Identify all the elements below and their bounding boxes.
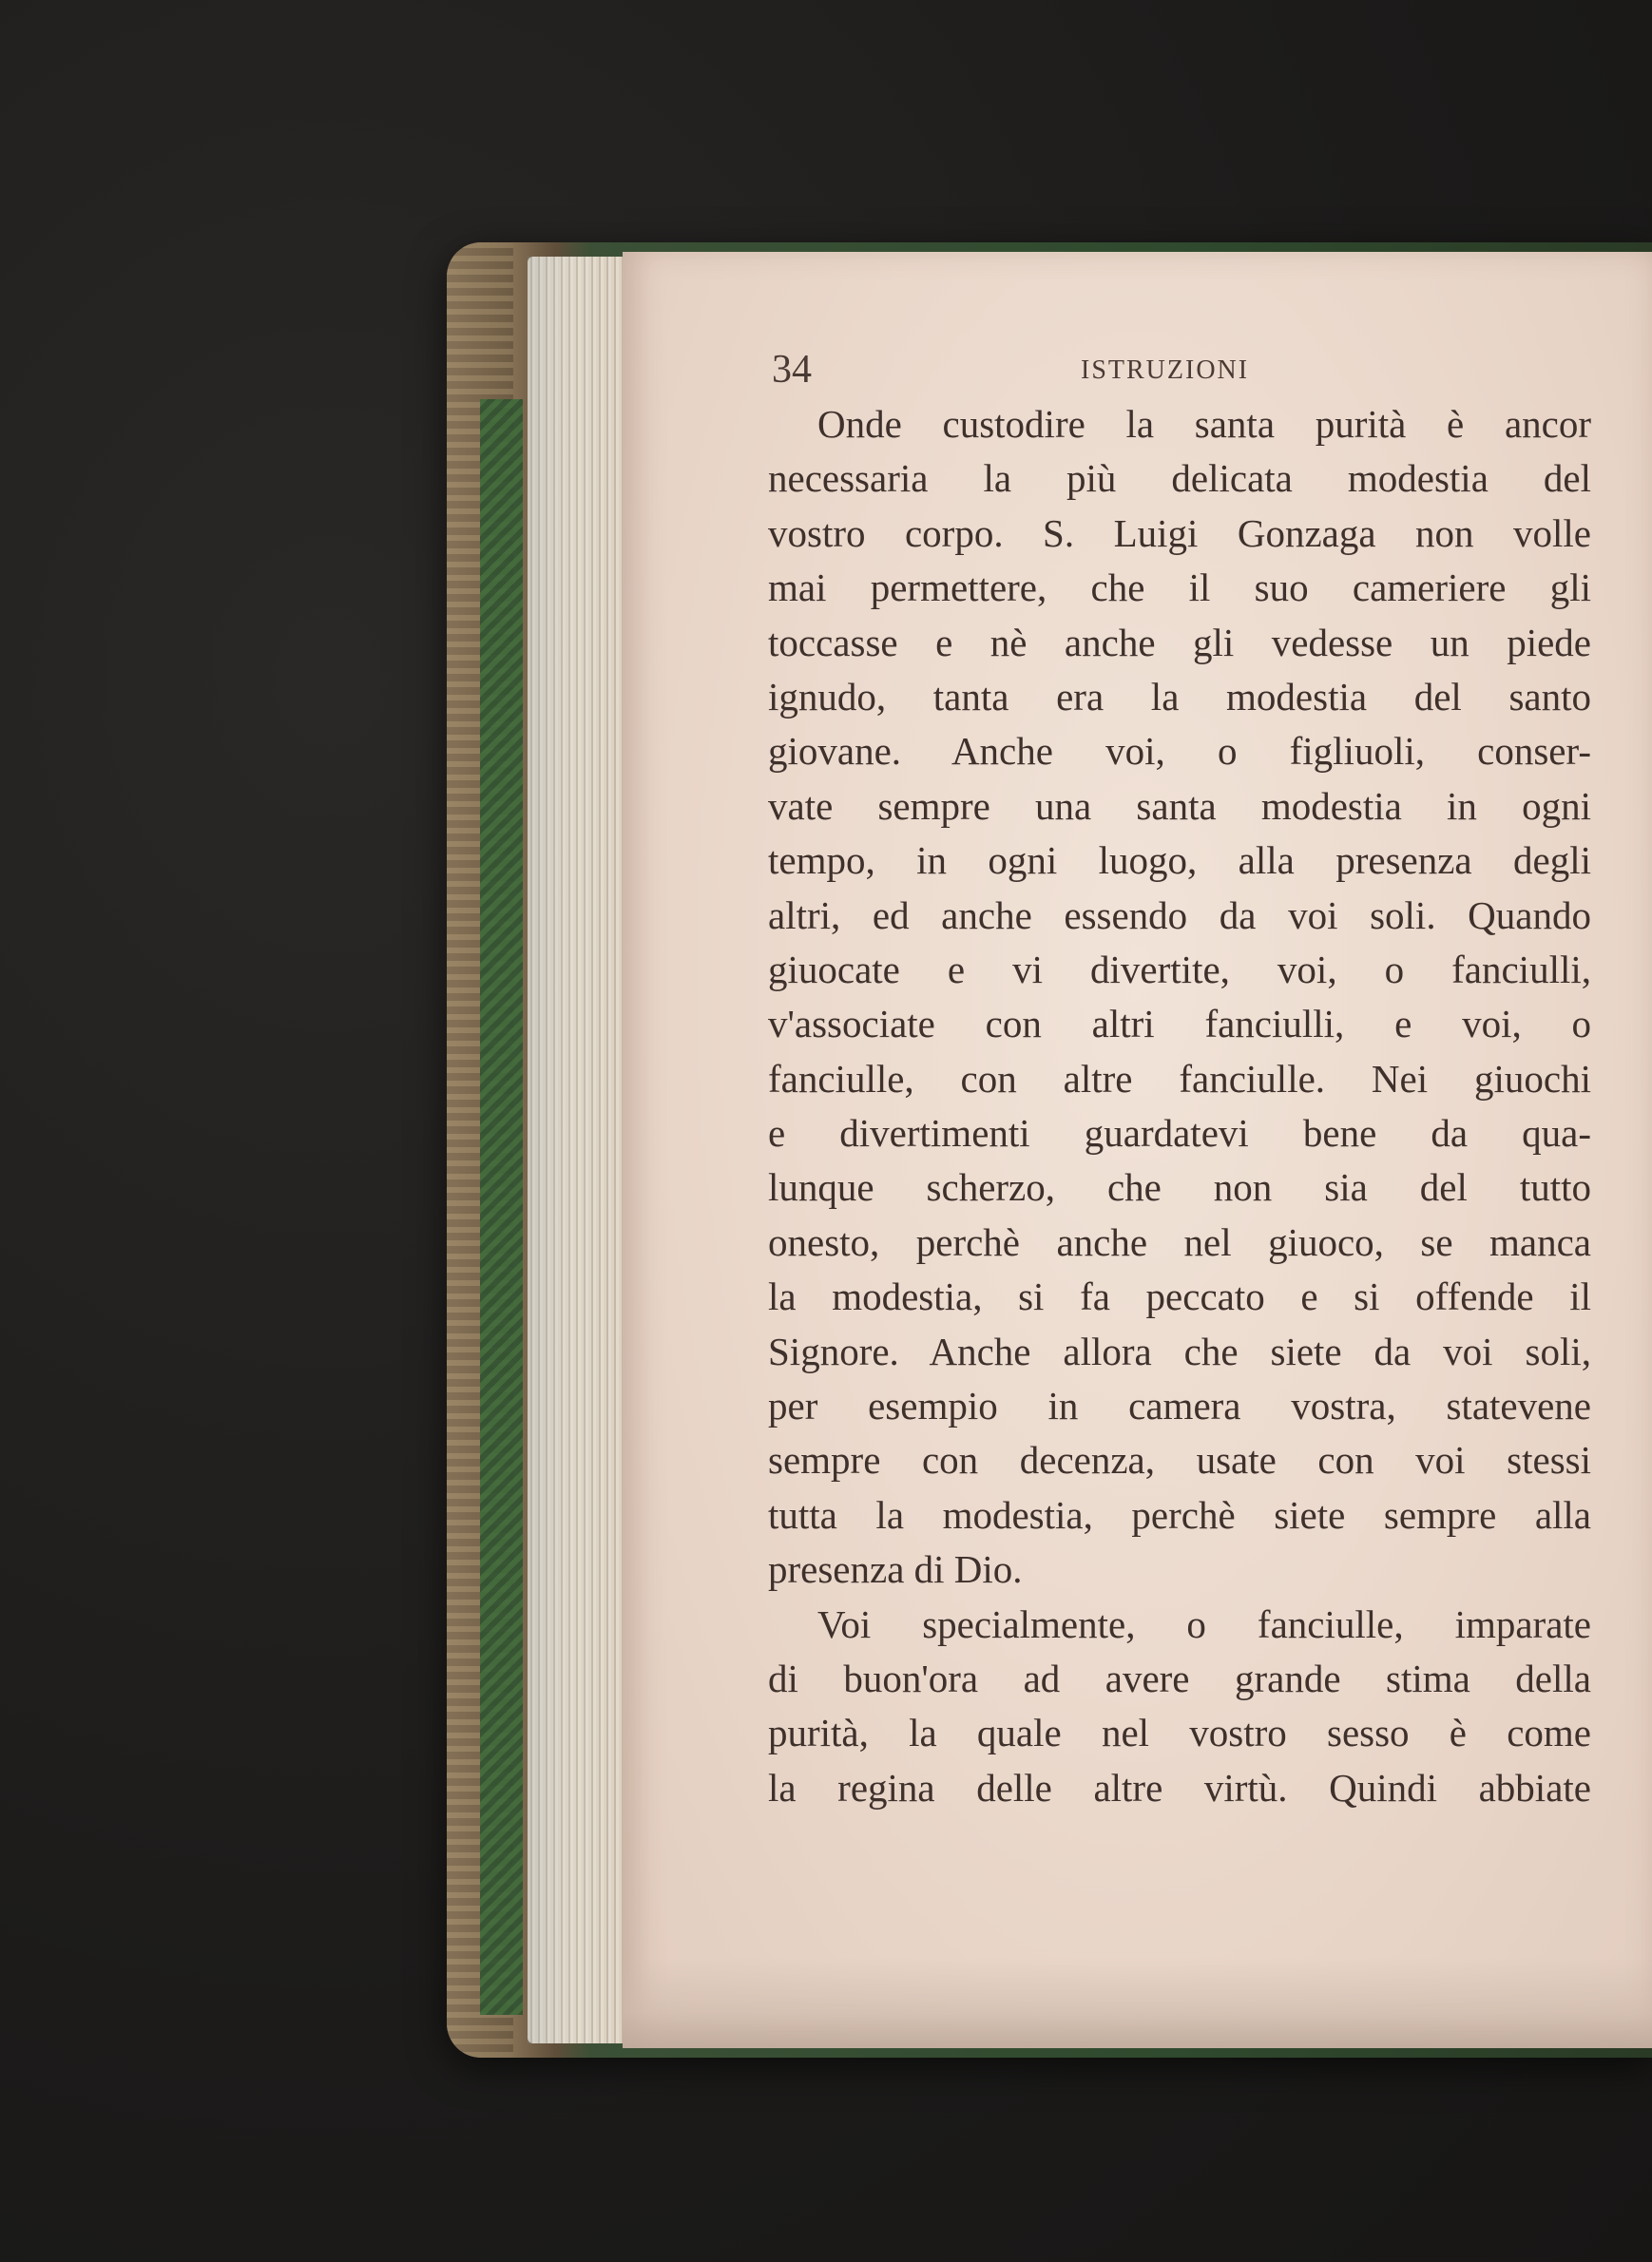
text-line: Voi specialmente, o fanciulle, imparate — [817, 1601, 1591, 1646]
text-line: di buon'ora ad avere grande stima della — [768, 1656, 1591, 1700]
text-line: fanciulle, con altre fanciulle. Nei giuochi — [768, 1056, 1591, 1101]
text-line: v'associate con altri fanciulli, e voi, o — [768, 1002, 1591, 1046]
text-line: tempo, in ogni luogo, alla presenza degli — [768, 838, 1591, 883]
page-header — [772, 347, 1589, 394]
text-line: giovane. Anche voi, o figliuoli, conser- — [768, 729, 1591, 774]
text-line: per esempio in camera vostra, statevene — [768, 1384, 1591, 1428]
text-line: Onde custodire la santa purità è ancor — [817, 402, 1591, 446]
text-line: lunque scherzo, che non sia del tutto — [768, 1165, 1591, 1210]
text-line: giuocate e vi divertite, voi, o fanciulli, — [768, 947, 1591, 991]
text-line: toccasse e nè anche gli vedesse un piede — [768, 620, 1591, 664]
text-line: la modestia, si fa peccato e si offende il — [768, 1275, 1591, 1319]
text-line: onesto, perchè anche nel giuoco, se manca — [768, 1219, 1591, 1264]
marbled-endpaper — [480, 399, 523, 2015]
text-line: necessaria la più delicata modestia del — [768, 456, 1591, 501]
page-number: 34 — [772, 348, 812, 392]
text-line: Signore. Anche allora che siete da voi soli, — [768, 1329, 1591, 1373]
text-line: e divertimenti guardatevi bene da qua- — [768, 1111, 1591, 1156]
text-line: purità, la quale nel vostro sesso è come — [768, 1711, 1591, 1755]
running-head: ISTRUZIONI — [1081, 355, 1250, 385]
body-text — [768, 397, 1591, 1815]
text-line: tutta la modestia, perchè siete sempre alla — [768, 1492, 1591, 1537]
text-line: sempre con decenza, usate con voi stessi — [768, 1438, 1591, 1483]
text-line: altri, ed anche essendo da voi soli. Quando — [768, 892, 1591, 937]
text-line: presenza di Dio. — [768, 1547, 1023, 1592]
text-line: mai permettere, che il suo cameriere gli — [768, 566, 1591, 610]
text-line: vostro corpo. S. Luigi Gonzaga non volle — [768, 510, 1591, 555]
text-line: ignudo, tanta era la modestia del santo — [768, 674, 1591, 719]
text-line: la regina delle altre virtù. Quindi abbiate — [768, 1765, 1591, 1810]
text-line: vate sempre una santa modestia in ogni — [768, 783, 1591, 828]
torn-page-edge — [623, 1958, 1652, 2048]
